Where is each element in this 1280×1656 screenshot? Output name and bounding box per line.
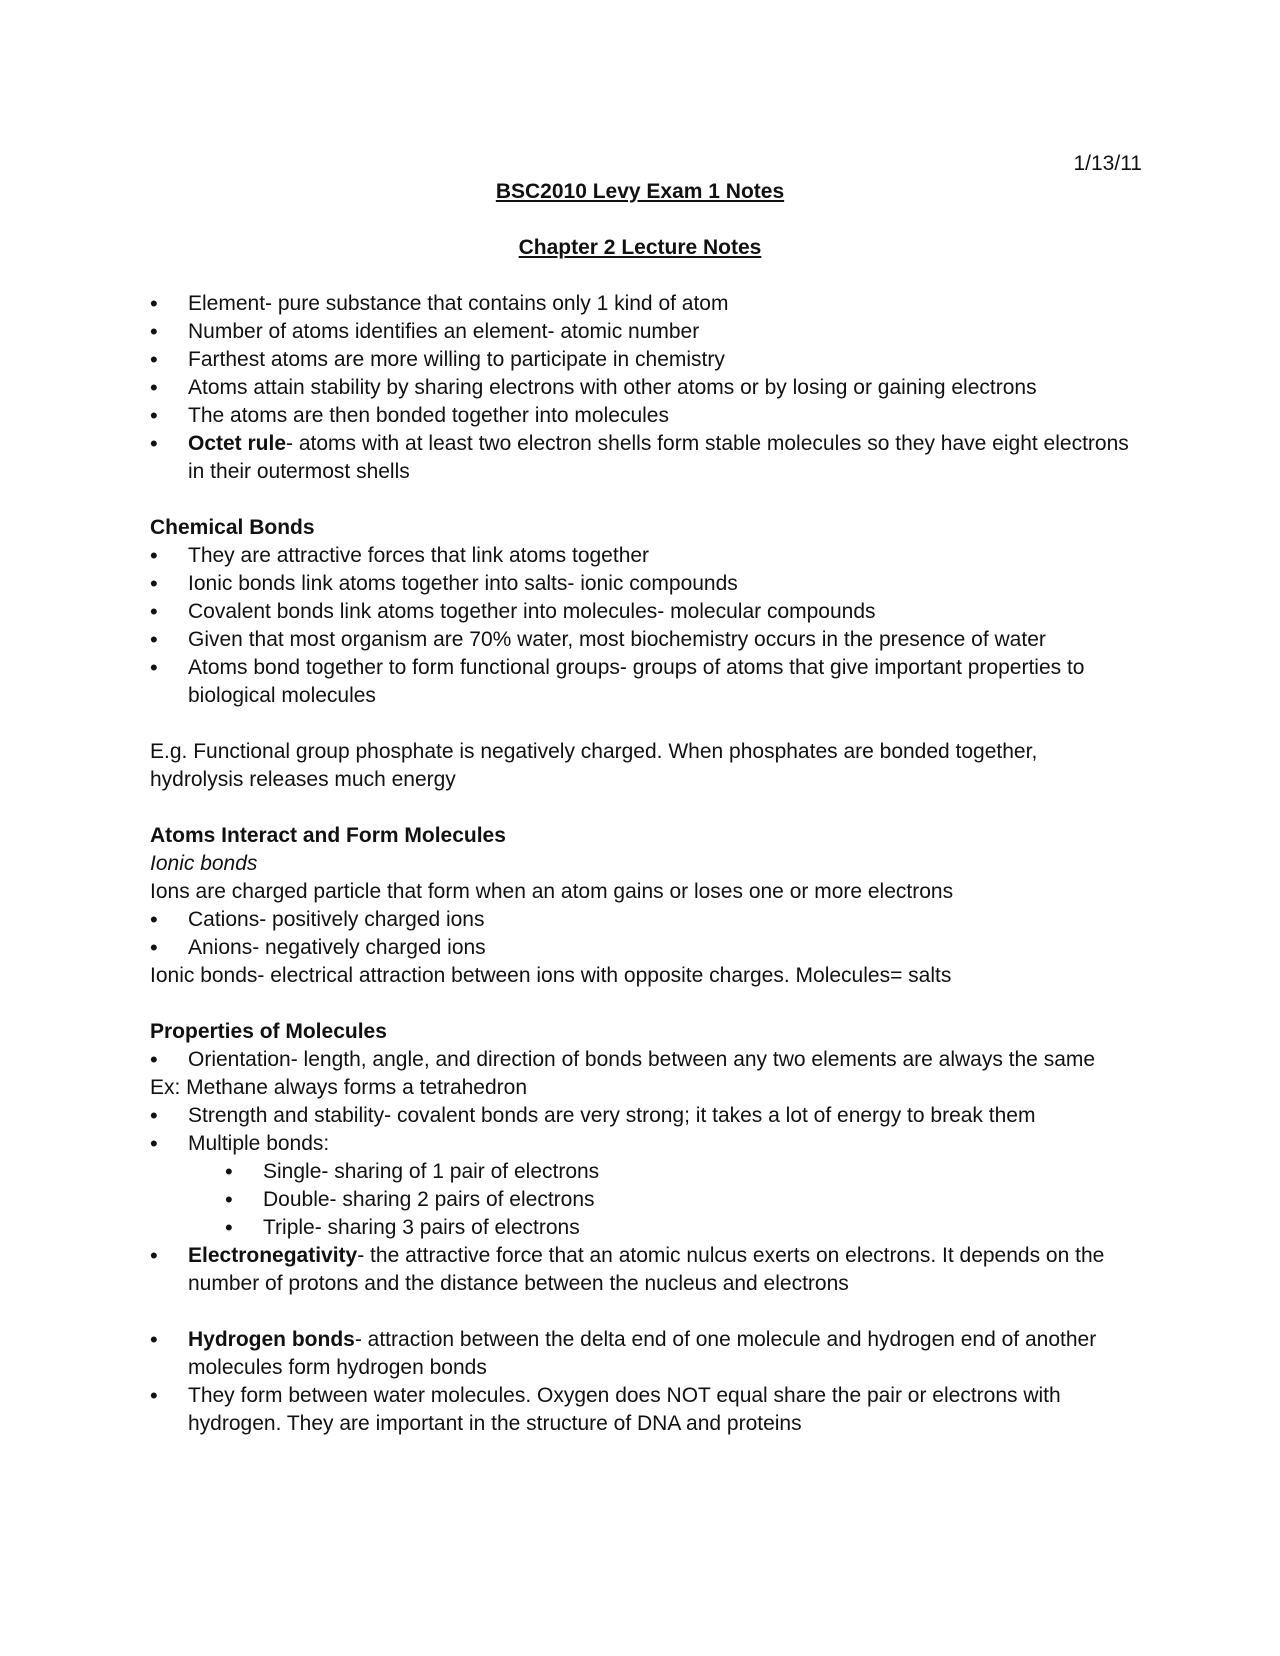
list-item: • They form between water molecules. Oxygen does NOT equal share the pair or electrons with hydrogen. They are important in the structure of DNA and proteins: [150, 1382, 1130, 1438]
list-item: • Triple- sharing 3 pairs of electrons: [150, 1214, 1130, 1242]
date: 1/13/11: [1073, 152, 1142, 175]
electronegativity-text: - the attractive force that an atomic nulcus exerts on electrons. It depends on the number of protons and the distance between the nucleus and electrons: [188, 1244, 1105, 1295]
electronegativity-term: Electronegativity: [188, 1244, 358, 1267]
list-item: • Strength and stability- covalent bonds are very strong; it takes a lot of energy to break them: [150, 1102, 1130, 1130]
multiple-bonds-sublist: [150, 1158, 1130, 1242]
list-item: • Orientation- length, angle, and direction of bonds between any two elements are always the same: [150, 1046, 1130, 1074]
properties-list-2: [150, 1102, 1130, 1158]
ions-list: [150, 906, 1130, 962]
list-item: • Double- sharing 2 pairs of electrons: [150, 1186, 1130, 1214]
list-item: • Ionic bonds link atoms together into salts- ionic compounds: [150, 570, 1130, 598]
list-item-octet-rule: [150, 430, 1130, 486]
hydrogen-bonds-term: Hydrogen bonds: [188, 1328, 355, 1351]
list-item-electronegativity: [150, 1242, 1130, 1298]
properties-list-1: [150, 1046, 1130, 1074]
atoms-interact-heading: Atoms Interact and Form Molecules: [150, 824, 506, 847]
phosphate-example: E.g. Functional group phosphate is negatively charged. When phosphates are bonded together, hydrolysis releases much energy: [150, 740, 1038, 791]
properties-list-4: [150, 1326, 1130, 1438]
list-item-hydrogen-bonds: [150, 1326, 1130, 1382]
methane-example: Ex: Methane always forms a tetrahedron: [150, 1076, 528, 1099]
list-item: • Covalent bonds link atoms together into molecules- molecular compounds: [150, 598, 1130, 626]
ions-intro: Ions are charged particle that form when an atom gains or loses one or more electrons: [150, 880, 954, 903]
octet-rule-term: Octet rule: [188, 432, 287, 455]
list-item: • The atoms are then bonded together into molecules: [150, 402, 1130, 430]
hydrogen-bonds-text: - attraction between the delta end of one molecule and hydrogen end of another molecules form hydrogen bonds: [188, 1328, 1097, 1379]
list-item: • Atoms attain stability by sharing electrons with other atoms or by losing or gaining electrons: [150, 374, 1130, 402]
list-item: • Atoms bond together to form functional groups- groups of atoms that give important properties to biological molecules: [150, 654, 1130, 710]
ionic-bonds-definition: Ionic bonds- electrical attraction between ions with opposite charges. Molecules= salts: [150, 964, 952, 987]
list-item: • Farthest atoms are more willing to participate in chemistry: [150, 346, 1130, 374]
chemical-bonds-heading: Chemical Bonds: [150, 516, 315, 539]
list-item: • Given that most organism are 70% water, most biochemistry occurs in the presence of water: [150, 626, 1130, 654]
list-item: • Element- pure substance that contains only 1 kind of atom: [150, 290, 1130, 318]
intro-bullet-list: [150, 290, 1130, 486]
properties-list-3: [150, 1242, 1130, 1298]
list-item: • Single- sharing of 1 pair of electrons: [150, 1158, 1130, 1186]
list-item: • They are attractive forces that link atoms together: [150, 542, 1130, 570]
chapter-title: Chapter 2 Lecture Notes: [518, 236, 762, 259]
document-title: BSC2010 Levy Exam 1 Notes: [495, 180, 785, 203]
list-item: • Number of atoms identifies an element- atomic number: [150, 318, 1130, 346]
chemical-bonds-list: [150, 542, 1130, 710]
ionic-bonds-subheading: Ionic bonds: [150, 852, 258, 875]
list-item: • Anions- negatively charged ions: [150, 934, 1130, 962]
properties-heading: Properties of Molecules: [150, 1020, 387, 1043]
octet-rule-text: - atoms with at least two electron shells form stable molecules so they have eight electrons in their outermost shells: [188, 432, 1129, 483]
document-page: [150, 150, 1142, 1438]
list-item: • Multiple bonds:: [150, 1130, 1130, 1158]
list-item: • Cations- positively charged ions: [150, 906, 1130, 934]
